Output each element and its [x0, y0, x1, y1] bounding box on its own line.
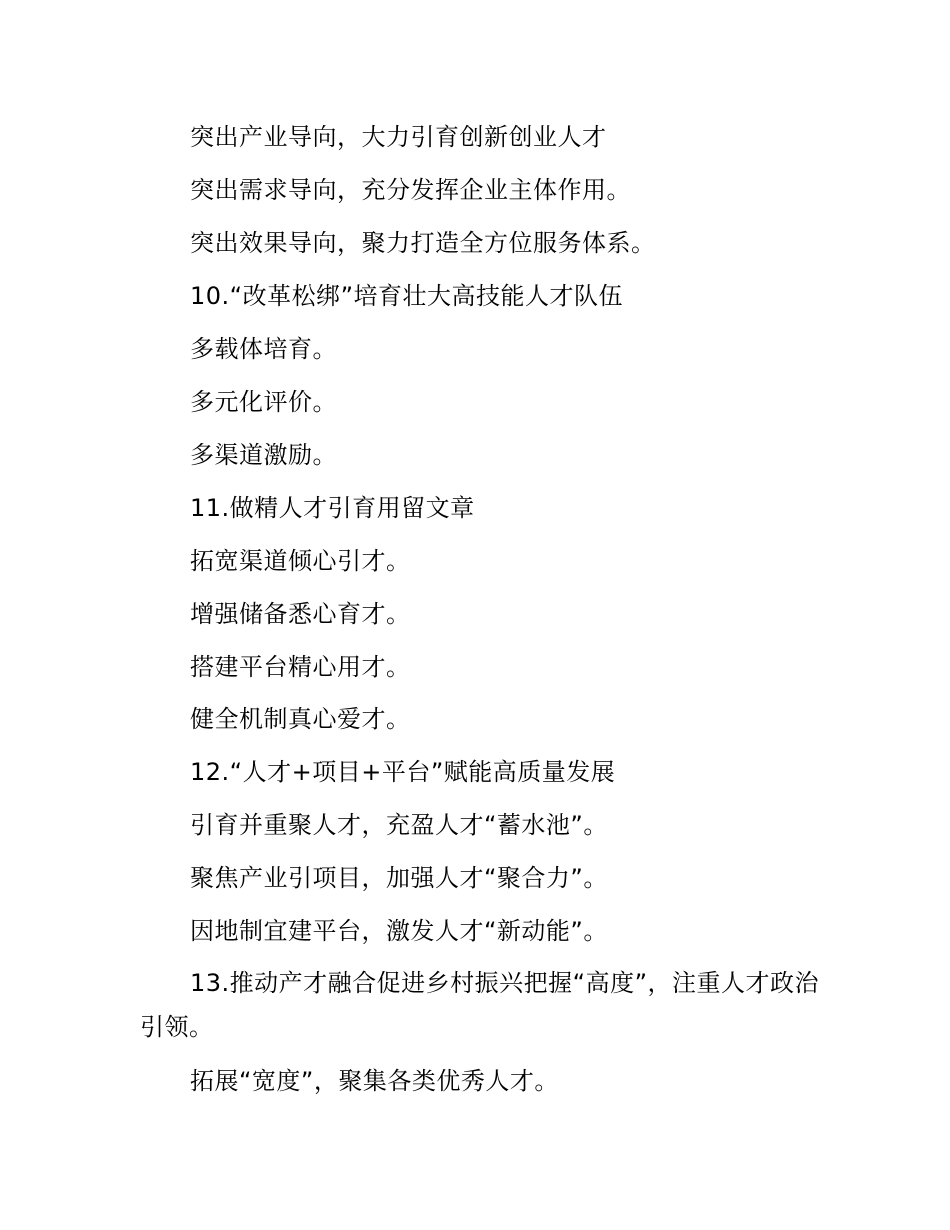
section-heading-12: 12.“人才+项目+平台”赋能高质量发展	[190, 758, 616, 786]
paragraph-7: 多渠道激励。	[190, 441, 337, 469]
paragraph-3: 突出效果导向，聚力打造全方位服务体系。	[190, 229, 656, 257]
paragraph-14: 引育并重聚人才，充盈人才“蓄水池”。	[190, 811, 608, 839]
paragraph-16: 因地制宜建平台，激发人才“新动能”。	[190, 917, 608, 945]
paragraph-15: 聚焦产业引项目，加强人才“聚合力”。	[190, 864, 608, 892]
paragraph-12: 健全机制真心爱才。	[190, 705, 411, 733]
paragraph-11: 搭建平台精心用才。	[190, 653, 411, 681]
paragraph-10: 增强储备悉心育才。	[190, 600, 411, 628]
paragraph-5: 多载体培育。	[190, 335, 337, 363]
paragraph-18: 拓展“宽度”，聚集各类优秀人才。	[190, 1067, 559, 1095]
paragraph-1: 突出产业导向，大力引育创新创业人才	[190, 123, 607, 151]
paragraph-9: 拓宽渠道倾心引才。	[190, 547, 411, 575]
section-heading-10: 10.“改革松绑”培育壮大高技能人才队伍	[190, 282, 624, 310]
paragraph-6: 多元化评价。	[190, 388, 337, 416]
paragraph-2: 突出需求导向，充分发挥企业主体作用。	[190, 176, 631, 204]
section-heading-11: 11.做精人才引育用留文章	[190, 494, 475, 522]
section-heading-13: 13.推动产才融合促进乡村振兴把握“高度”，注重人才政治引领。	[140, 969, 820, 1041]
